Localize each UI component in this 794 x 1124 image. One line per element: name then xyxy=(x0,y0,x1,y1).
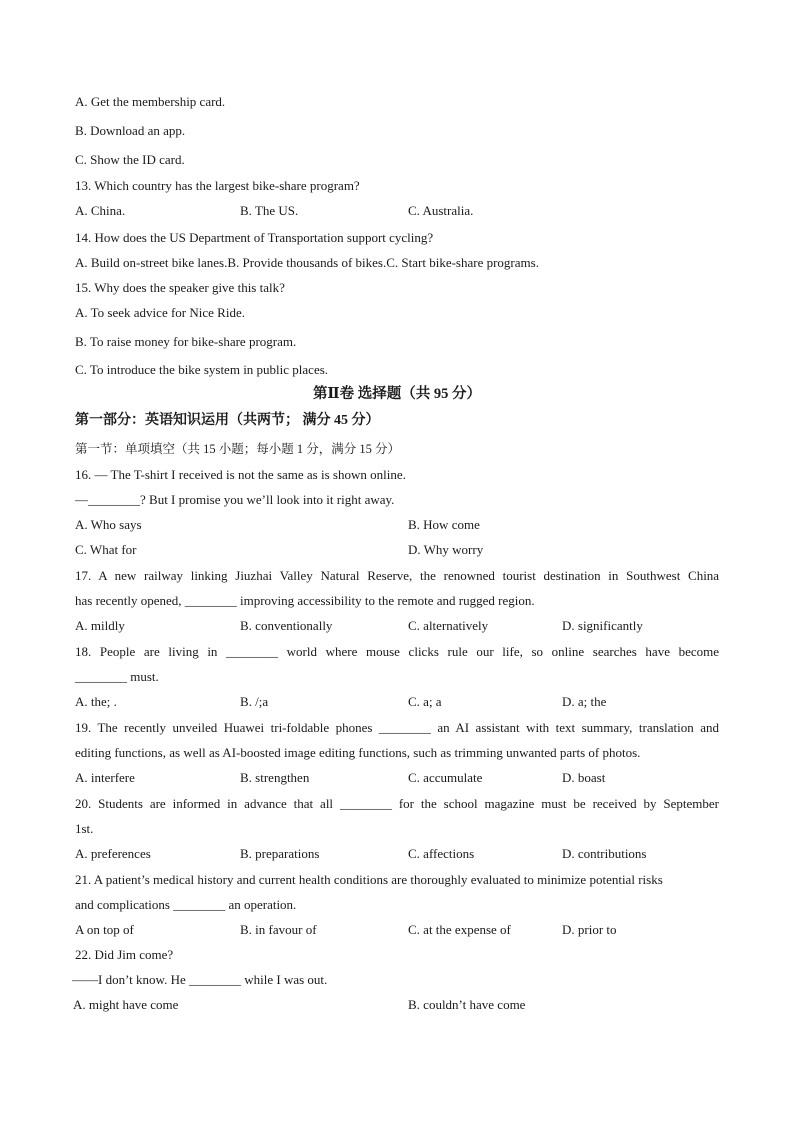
q16-option-b: B. How come xyxy=(408,517,480,532)
q21-line2: and complications ________ an operation. xyxy=(75,897,297,912)
q13-option-a: A. China. xyxy=(75,203,126,218)
q17-option-a: A. mildly xyxy=(75,618,125,633)
q13-option-b: B. The US. xyxy=(240,203,299,218)
q16-option-c: C. What for xyxy=(75,542,137,557)
q15-option-a: A. To seek advice for Nice Ride. xyxy=(75,305,245,320)
q14-options: A. Build on-street bike lanes.B. Provide thousands of bikes.C. Start bike-share programs. xyxy=(75,255,539,270)
q19-line1: 19. The recently unveiled Huawei tri-foldable phones ________ an AI assistant with text summary, translation and xyxy=(75,720,719,735)
q19-option-d: D. boast xyxy=(562,770,606,785)
q19-option-b: B. strengthen xyxy=(240,770,310,785)
q17-option-d: D. significantly xyxy=(562,618,643,633)
q12-option-b: B. Download an app. xyxy=(75,123,186,138)
section1-title: 第一部分：英语知识运用（共两节； 满分 45 分） xyxy=(75,413,380,428)
q16-line1: 16. — The T-shirt I received is not the same as is shown online. xyxy=(75,467,406,482)
q20-option-a: A. preferences xyxy=(75,846,151,861)
q17-line1: 17. A new railway linking Jiuzhai Valley Natural Reserve, the renowned tourist destination in Southwest China xyxy=(75,568,720,583)
q22-option-b: B. couldn’t have come xyxy=(408,997,526,1012)
q18-option-d: D. a; the xyxy=(562,694,607,709)
q20-option-d: D. contributions xyxy=(562,846,647,861)
q14-stem: 14. How does the US Department of Transportation support cycling? xyxy=(75,230,434,245)
q20-line2: 1st. xyxy=(75,821,94,836)
q18-option-b: B. /;a xyxy=(240,694,269,709)
q21-option-d: D. prior to xyxy=(562,922,617,937)
part2-title: 第Ⅱ卷 选择题（共 95 分） xyxy=(312,386,482,402)
q21-line1: 21. A patient’s medical history and current health conditions are thoroughly evaluated to minimize potential risks xyxy=(75,872,663,887)
q16-line2: —________? But I promise you we’ll look into it right away. xyxy=(75,492,395,507)
q19-option-c: C. accumulate xyxy=(408,770,483,785)
q20-option-c: C. affections xyxy=(408,846,475,861)
q18-line2: ________ must. xyxy=(75,669,159,684)
q18-option-a: A. the; . xyxy=(75,694,117,709)
q21-option-b: B. in favour of xyxy=(240,922,317,937)
q21-option-c: C. at the expense of xyxy=(408,922,511,937)
q17-option-b: B. conventionally xyxy=(240,618,333,633)
q21-option-a: A on top of xyxy=(75,922,134,937)
q18-line1: 18. People are living in ________ world where mouse clicks rule our life, so online searches have become xyxy=(75,644,719,659)
q18-option-c: C. a; a xyxy=(408,694,442,709)
subsection1-title: 第一节：单项填空（共 15 小题；每小题 1 分，满分 15 分） xyxy=(75,442,401,456)
q16-option-d: D. Why worry xyxy=(408,542,484,557)
q16-option-a: A. Who says xyxy=(75,517,142,532)
q12-option-a: A. Get the membership card. xyxy=(75,94,226,109)
q19-option-a: A. interfere xyxy=(75,770,135,785)
q17-option-c: C. alternatively xyxy=(408,618,489,633)
q22-line1: 22. Did Jim come? xyxy=(75,947,174,962)
q20-option-b: B. preparations xyxy=(240,846,320,861)
q13-stem: 13. Which country has the largest bike-share program? xyxy=(75,178,360,193)
q12-option-c: C. Show the ID card. xyxy=(75,152,185,167)
q22-option-a: A. might have come xyxy=(73,997,179,1012)
q15-stem: 15. Why does the speaker give this talk? xyxy=(75,280,285,295)
q20-line1: 20. Students are informed in advance that all ________ for the school magazine must be received by September xyxy=(75,796,719,811)
q17-line2: has recently opened, ________ improving accessibility to the remote and rugged region. xyxy=(75,593,535,608)
q15-option-b: B. To raise money for bike-share program. xyxy=(75,334,297,349)
q19-line2: editing functions, as well as AI-boosted image editing functions, such as trimming unwanted parts of photos. xyxy=(75,745,641,760)
q15-option-c: C. To introduce the bike system in public places. xyxy=(75,362,329,377)
q13-option-c: C. Australia. xyxy=(408,203,474,218)
q22-line2: ——I don’t know. He ________ while I was out. xyxy=(72,972,328,987)
